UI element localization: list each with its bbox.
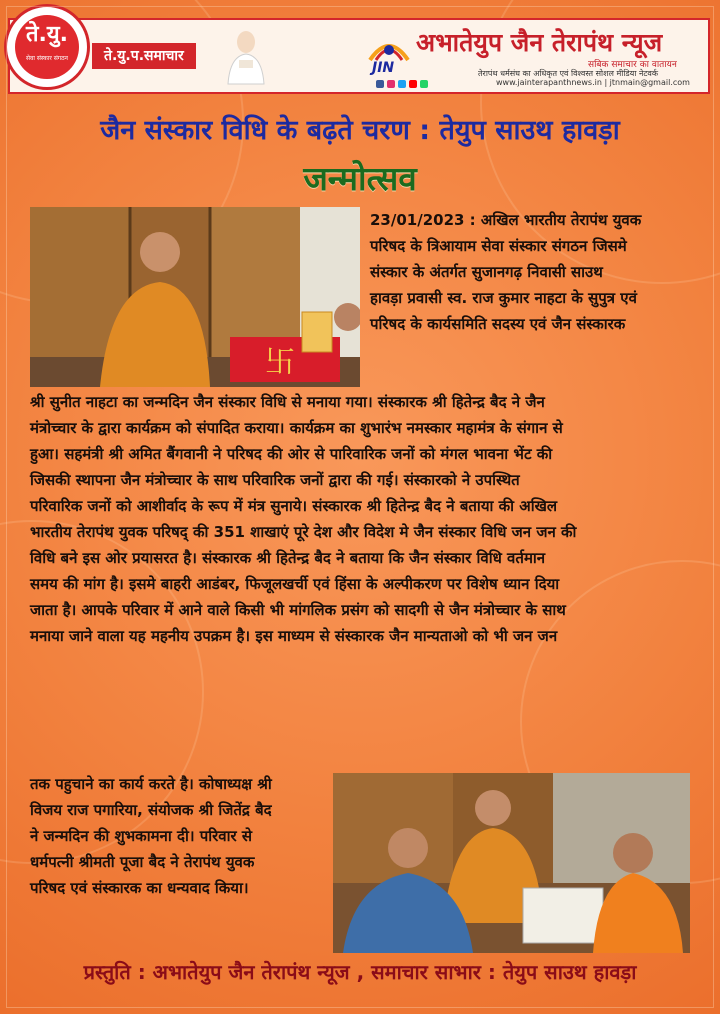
text-line: ने जन्मदिन की शुभकामना दी। परिवार से [30, 827, 253, 845]
jin-logo-text: JIN [372, 60, 395, 76]
organization-logo [4, 4, 90, 90]
text-line: मनाया जाने वाला यह महनीय उपक्रम है। इस माध्यम से संस्कारक जैन मान्यताओ को भी जन जन [30, 627, 558, 645]
instagram-icon [387, 80, 395, 88]
acharya-portrait-icon [222, 28, 270, 86]
text-line: मंत्रोच्चार के द्वारा कार्यक्रम को संपादित कराया। कार्यक्रम का शुभारंभ नमस्कार महामंत्र के संगान से [30, 419, 563, 437]
paragraph-full-width [30, 389, 690, 649]
text-line: परिवारिक जनों को आशीर्वाद के रूप में मंत्र सुनाये। संस्कारक श्री हितेन्द्र बैद ने बताया की अखिल [30, 497, 558, 515]
footer-credit: प्रस्तुति : अभातेयुप जैन तेरापंथ न्यूज , समाचार साभार : तेयुप साउथ हावड़ा [83, 960, 637, 984]
text-line: 23/01/2023 : अखिल भारतीय तेरापंथ युवक [370, 211, 642, 229]
text-line: जिसकी स्थापना जैन मंत्रोच्चार के साथ परिवारिक जनों द्वारा की गई। संस्कारको ने उपस्थित [30, 471, 520, 489]
svg-text:卐: 卐 [265, 345, 295, 380]
brand-tagline: सबिक समाचार का वातायन [588, 60, 677, 70]
text-line: समय की मांग है। इसमे बाहरी आडंबर, फिजूलखर्ची एवं हिंसा के अल्पीकरण पर विशेष ध्यान दिया [30, 575, 560, 593]
text-line: हावड़ा प्रवासी स्व. राज कुमार नाहटा के सुपुत्र एवं [370, 289, 637, 307]
facebook-icon [376, 80, 384, 88]
text-line: विजय राज पगारिया, संयोजक श्री जितेंद्र बैद [30, 801, 272, 819]
logo-motto: सेवा संस्कार संगठन [25, 55, 69, 62]
text-line: भारतीय तेरापंथ युवक परिषद् की 351 शाखाएं पूरे देश और विदेश मे जैन संस्कार विधि जन जन की [30, 523, 577, 541]
text-line: हुआ। सहमंत्री श्री अमित बैंगवानी ने परिषद की ओर से पारिवारिक जनों को मंगल भावना भेंट की [30, 445, 553, 463]
brand-website: www.jainterapanthnews.in | jtnmain@gmail.com [496, 78, 690, 87]
text-line: संस्कार के अंतर्गत सुजानगढ़ निवासी साउथ [370, 263, 603, 281]
social-icons [376, 80, 428, 88]
text-line: परिषद के त्रिआयाम सेवा संस्कार संगठन जिसमे [370, 237, 627, 255]
text-line: धर्मपत्नी श्रीमती पूजा बैद ने तेरापंथ युवक [30, 853, 255, 871]
paragraph-wrap-right [370, 207, 700, 337]
twitter-icon [398, 80, 406, 88]
whatsapp-icon [420, 80, 428, 88]
text-line: तक पहुचाने का कार्य करते है। कोषाध्यक्ष श्री [30, 775, 272, 793]
text-line: श्री सुनीत नाहटा का जन्मदिन जैन संस्कार विधि से मनाया गया। संस्कारक श्री हितेन्द्र बैद ने जैन [30, 393, 545, 411]
brand-title: अभातेयुप जैन तेरापंथ न्यूज [416, 28, 663, 57]
event-photo-2 [333, 773, 690, 953]
youtube-icon [409, 80, 417, 88]
text-line: जाता है। आपके परिवार में आने वाले किसी भी मांगलिक प्रसंग को सादगी से जैन मंत्रोच्चार के साथ [30, 601, 566, 619]
news-tag-label: ते.यु.प.समाचार [92, 43, 196, 69]
event-photo-1 [30, 207, 360, 387]
article-headline: जैन संस्कार विधि के बढ़ते चरण : तेयुप साउथ हावड़ा [100, 115, 620, 146]
brand-description: तेरापंथ धर्मसंघ का अधिकृत एवं विश्वस्त सोशल मीडिया नेटवर्क [478, 69, 659, 78]
logo-glyph: ते.यु. [25, 22, 68, 47]
text-line: विधि बने इस ओर प्रयासरत है। संस्कारक श्री हितेन्द्र बैद ने बताया कि जैन संस्कार विधि वर्तमान [30, 549, 546, 567]
paragraph-wrap-left [30, 771, 330, 901]
text-line: परिषद एवं संस्कारक का धन्यवाद किया। [30, 879, 249, 897]
article-subhead: जन्मोत्सव [303, 159, 417, 198]
text-line: परिषद के कार्यसमिति सदस्य एवं जैन संस्कारक [370, 315, 626, 333]
